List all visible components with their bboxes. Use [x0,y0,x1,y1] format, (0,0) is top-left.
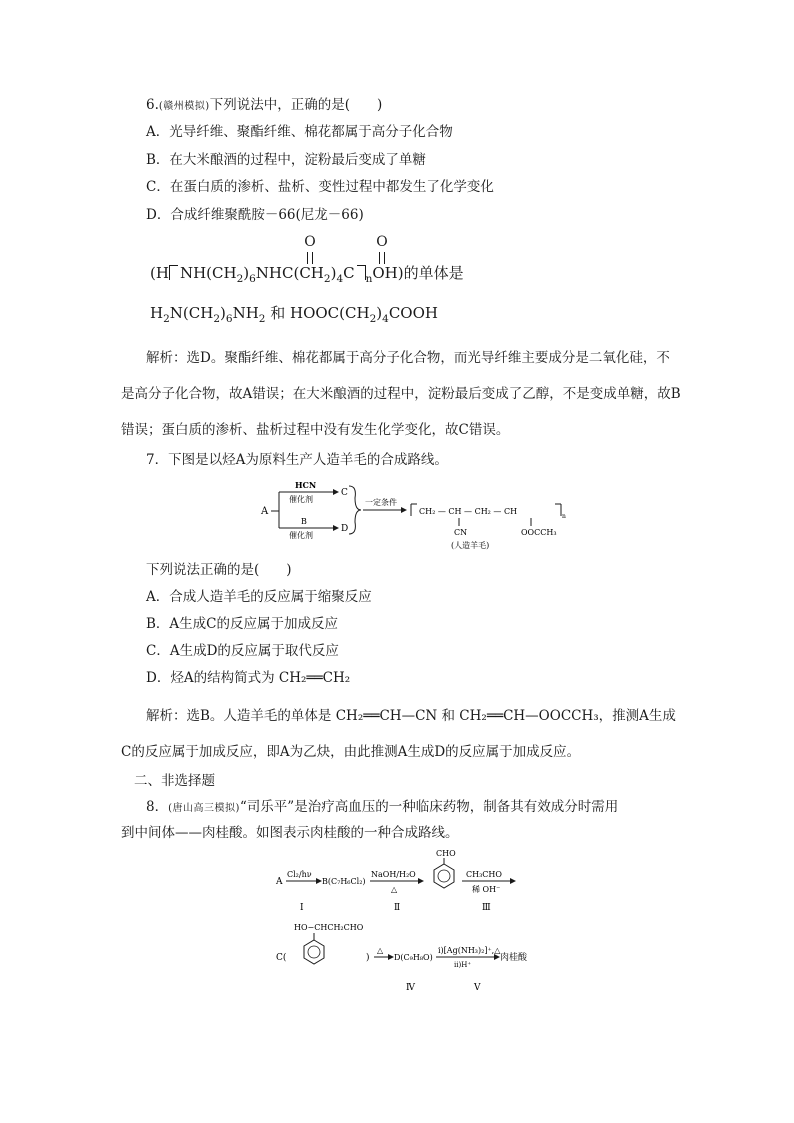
q7-question: 下列说法正确的是( ) [146,562,292,578]
q6-number: 6. [146,97,159,113]
q6-option-d: D．合成纤维聚酰胺－66(尼龙－66) [146,207,364,223]
q8-reagent-5: i)[Ag(NH₃)₂]⁺,△ [438,946,501,955]
q7-stem: 7．下图是以烃A为原料生产人造羊毛的合成路线。 [146,452,448,468]
q8-step-1: Ⅰ [300,903,304,913]
q8-reagent-3: CH₃CHO [466,870,502,879]
q8-step-3: Ⅲ [482,903,491,913]
q7-condition: 一定条件 [365,498,397,507]
carbonyl-o-2: O [376,234,388,250]
benzene-ring-2 [304,940,324,964]
q8-reagent-4: △ [377,946,384,955]
q7-option-b: B．A生成C的反应属于加成反应 [146,616,338,632]
carbonyl-o-1: O [304,234,316,250]
q7-reagent-hcn: HCN [295,480,317,490]
q6-option-c: C．在蛋白质的渗析、盐析、变性过程中都发生了化学变化 [146,179,494,195]
q8-intermediate-c-close: ) [366,953,370,963]
q7-catalyst-bottom: 催化剂 [289,531,313,540]
q8-intermediate-b: B(C₇H₆Cl₂) [322,877,366,886]
q7-reactant-a: A [261,506,269,517]
section-heading: 二、非选择题 [134,773,215,789]
q7-reagent-b: B [301,517,307,526]
q7-explanation: 解析：选B。人造羊毛的单体是 CH₂══CH—CN 和 CH₂══CH—OOCCH₃，推测A生成C的反应属于加成反应，即A为乙炔，由此推测A生成D的反应属于加成反应。 [121,708,676,760]
q8-reagent-1: Cl₂/hν [287,870,312,879]
q8-product: 肉桂酸 [500,953,528,963]
nylon-monomers: $H_2N(CH_2)_6NH_2$ 和 $HOOC(CH_2)_4COOH$ [150,304,438,325]
q7-catalyst-top: 催化剂 [289,495,313,504]
q8-reagent-5-acid: ii)H⁺ [454,961,472,969]
q8-step-2: Ⅱ [394,903,401,913]
q8-stem-line-2: 到中间体——肉桂酸。如图表示肉桂酸的一种合成路线。 [121,825,459,841]
q8-stem-line-1 [146,798,618,818]
q8-synthesis-scheme [270,846,570,996]
q7-option-a: A．合成人造羊毛的反应属于缩聚反应 [146,589,372,605]
benzene-ring-1 [434,864,454,888]
q7-polymer-label: (人造羊毛) [451,541,490,550]
q8-c-substituent: HO−CHCH₂CHO [294,923,364,932]
q6-stem-line [146,96,382,116]
nylon-formula: (H $NH(CH_2)_6NHC(CH_2)_4C$ $_n$OH)的单体是 [150,264,464,285]
q6-option-a: A．光导纤维、聚酯纤维、棉花都属于高分子化合物 [146,124,453,140]
q8-reagent-3-base: 稀 OH⁻ [472,885,501,894]
q6-explanation: 解析：选D。聚酯纤维、棉花都属于高分子化合物，而光导纤维主要成分是二氧化硅，不是高分子化合物，故A错误；在大米酿酒的过程中，淀粉最后变成了乙醇，不是变成单糖，故B错误；蛋白质的渗析、盐析过程中没有发生化学变化，故C错误。 [121,350,681,438]
q6-option-b: B．在大米酿酒的过程中，淀粉最后变成了单糖 [146,152,426,168]
q7-polymer-n: n [562,513,566,520]
q8-step-4: Ⅳ [406,983,415,993]
q8-number: 8． [146,799,169,815]
q8-reactant-a: A [276,877,283,887]
q8-source: (唐山高三模拟) [168,803,240,814]
q7-ester-group: OOCCH₃ [521,528,557,537]
q7-product-d: D [341,524,349,534]
q6-stem: 下列说法中，正确的是( ) [209,97,383,113]
q6-source: (赣州模拟) [158,101,210,112]
q7-product-c: C [341,488,348,498]
q7-cn-group: CN [454,528,468,537]
q8-stem-1: “司乐平”是治疗高血压的一种临床药物，制备其有效成分时需用 [239,799,619,815]
q7-synthesis-scheme [255,478,575,558]
q7-option-d: D．烃A的结构简式为 CH₂══CH₂ [146,670,351,686]
q8-intermediate-d: D(C₉H₈O) [394,953,433,962]
q7-option-c: C．A生成D的反应属于取代反应 [146,643,339,659]
q8-reagent-2: NaOH/H₂O [371,870,416,879]
q7-polymer-chain: CH₂ — CH — CH₂ — CH [419,507,518,516]
q8-reagent-2-heat: △ [391,885,398,894]
q8-step-5: Ⅴ [474,983,481,993]
q8-intermediate-c-open: C( [276,953,287,963]
q8-cho-group: CHO [436,849,456,858]
